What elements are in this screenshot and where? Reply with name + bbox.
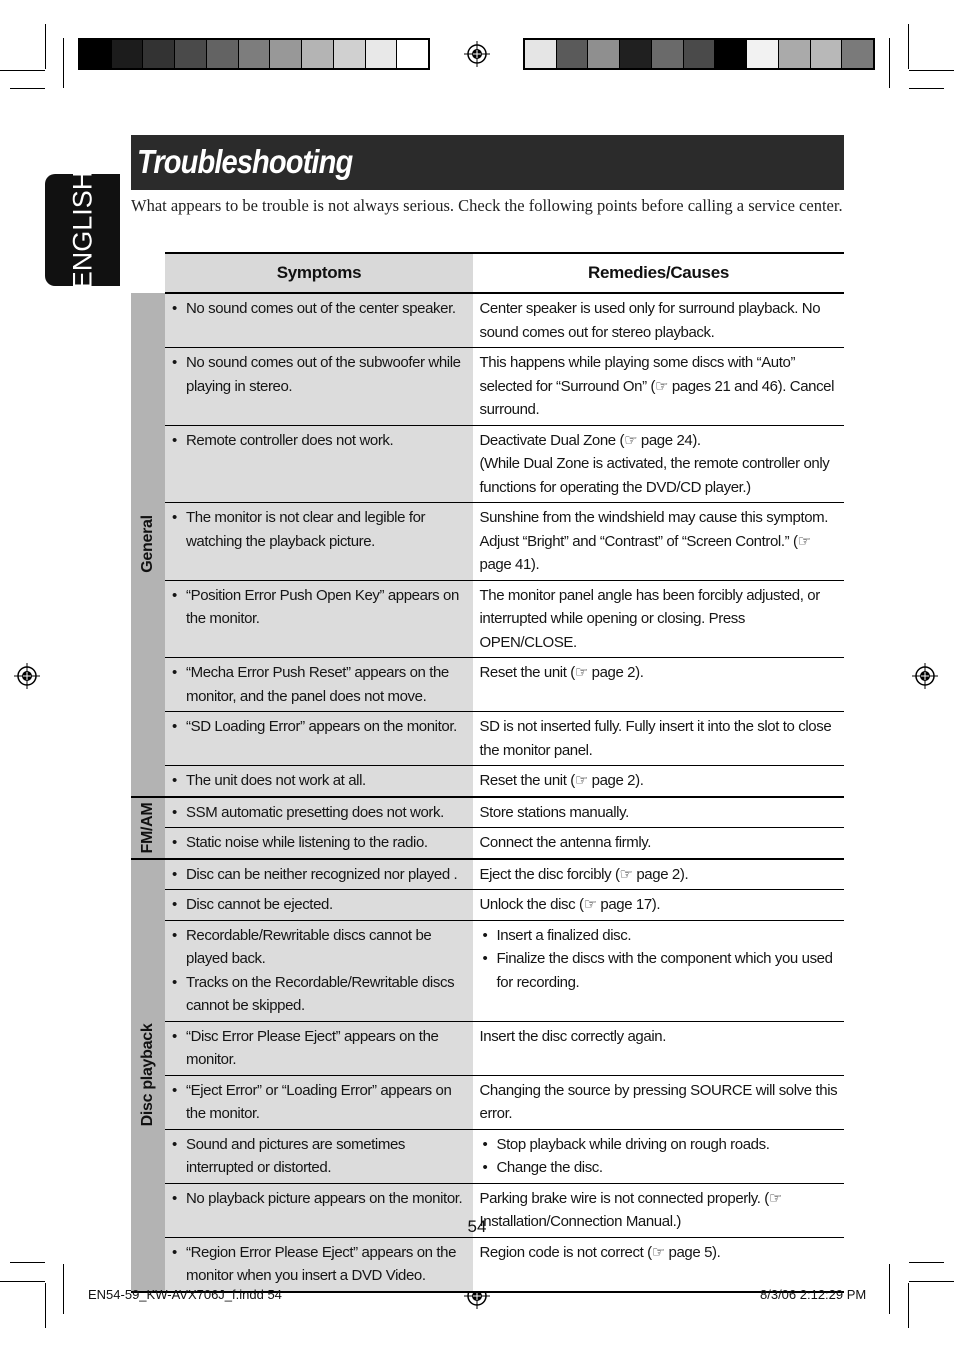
symptom-text: Disc can be neither recognized nor played . — [186, 865, 458, 883]
remedy-cell — [473, 1075, 844, 1129]
remedy-cell — [473, 293, 844, 348]
page-title: Troubleshooting — [137, 143, 353, 180]
symptom-text: No sound comes out of the center speaker. — [186, 300, 456, 317]
bullet-icon: • — [172, 1243, 177, 1261]
symptom-item — [169, 661, 467, 708]
remedy-text: Center speaker is used only for surround playback. No sound comes out for stereo playback. — [479, 300, 821, 341]
symptom-cell — [165, 859, 473, 890]
symptom-item — [169, 863, 467, 887]
remedy-text: Sunshine from the windshield may cause this symptom. Adjust “Bright” and “Contrast” of “Screen Control.” (☞ page 41). — [479, 509, 829, 573]
symptom-text: Disc cannot be ejected. — [186, 896, 333, 913]
remedy-text: Stop playback while driving on rough roads. — [496, 1135, 770, 1153]
remedy-cell — [473, 1237, 844, 1292]
registration-mark-icon — [912, 663, 938, 689]
bullet-icon: • — [172, 1027, 177, 1045]
remedy-item — [480, 1156, 839, 1180]
bullet-icon: • — [172, 803, 177, 821]
bullet-icon: • — [482, 1159, 488, 1176]
symptom-cell — [165, 890, 473, 921]
symptom-item — [169, 1187, 467, 1211]
symptom-cell — [165, 1129, 473, 1183]
table-row — [131, 425, 844, 503]
symptom-text: No sound comes out of the subwoofer while playing in stereo. — [186, 354, 461, 395]
category-cell — [131, 293, 165, 797]
bullet-icon: • — [172, 664, 177, 681]
bullet-icon: • — [482, 950, 488, 967]
remedy-text: Change the disc. — [496, 1159, 603, 1176]
remedy-cell — [473, 658, 844, 712]
remedy-text: Changing the source by pressing SOURCE will solve this error. — [479, 1081, 838, 1122]
remedy-cell — [473, 859, 844, 890]
bullet-icon: • — [172, 509, 177, 526]
table-row — [131, 890, 844, 921]
table-row — [131, 797, 844, 828]
language-label: ENGLISH — [67, 170, 97, 290]
category-label: Disc playback — [139, 1023, 156, 1127]
symptom-text: “Eject Error” or “Loading Error” appears on the monitor. — [186, 1081, 452, 1122]
remedy-text: Parking brake wire is not connected properly. (☞ Installation/Connection Manual.) — [479, 1189, 782, 1230]
symptom-text: “Region Error Please Eject” appears on the monitor when you insert a DVD Video. — [186, 1243, 457, 1284]
symptom-item — [169, 297, 467, 321]
table-row — [131, 920, 844, 1021]
table-row — [131, 828, 844, 859]
symptom-cell — [165, 658, 473, 712]
bullet-icon: • — [172, 586, 177, 604]
symptom-text: Static noise while listening to the radio. — [186, 834, 428, 851]
troubleshooting-table — [131, 252, 844, 1293]
remedy-cell — [473, 712, 844, 766]
remedy-cell — [473, 503, 844, 581]
remedy-cell — [473, 1021, 844, 1075]
remedy-cell — [473, 766, 844, 797]
symptom-item — [169, 1241, 467, 1288]
remedy-text: SD is not inserted fully. Fully insert it into the slot to close the monitor panel. — [479, 718, 832, 759]
symptom-text: The monitor is not clear and legible for watching the playback picture. — [186, 509, 426, 550]
remedy-text: Insert a finalized disc. — [496, 926, 632, 944]
symptom-cell — [165, 1021, 473, 1075]
symptom-cell — [165, 293, 473, 348]
remedy-text: The monitor panel angle has been forcibly adjusted, or interrupted while opening or closing. Press OPEN/CLOSE. — [479, 586, 820, 651]
print-timestamp: 8/3/06 2:12:29 PM — [760, 1287, 867, 1302]
remedy-item — [480, 947, 839, 994]
table-row — [131, 1129, 844, 1183]
symptom-item — [169, 1025, 467, 1072]
registration-mark-icon — [464, 41, 490, 67]
symptom-cell — [165, 503, 473, 581]
remedy-cell — [473, 828, 844, 859]
remedy-text: This happens while playing some discs with “Auto” selected for “Surround On” (☞ pages 21 and 46). Cancel surround. — [479, 354, 835, 418]
table-header-row — [131, 253, 844, 293]
remedy-text: Unlock the disc (☞ page 17). — [479, 896, 661, 913]
table-row — [131, 859, 844, 890]
bullet-icon: • — [172, 1135, 177, 1153]
symptom-cell — [165, 348, 473, 426]
symptom-cell — [165, 580, 473, 658]
remedy-text: Reset the unit (☞ page 2). — [479, 772, 644, 789]
table-row — [131, 712, 844, 766]
remedy-item — [480, 1133, 839, 1157]
category-label: FM/AM — [139, 802, 156, 853]
remedy-text: Deactivate Dual Zone (☞ page 24). (While Dual Zone is activated, the remote controller only functions for operating the DVD/CD player.) — [479, 431, 830, 496]
remedy-cell — [473, 580, 844, 658]
remedy-cell — [473, 920, 844, 1021]
remedy-cell — [473, 797, 844, 828]
language-tab — [45, 170, 120, 290]
file-info: EN54-59_KW-AVX706J_f.indd 54 — [88, 1287, 282, 1302]
table-row — [131, 580, 844, 658]
category-label: General — [139, 515, 156, 573]
symptom-item — [169, 971, 467, 1018]
remedy-text: Reset the unit (☞ page 2). — [479, 664, 644, 681]
symptom-item — [169, 1079, 467, 1126]
table-row — [131, 1021, 844, 1075]
remedy-item — [480, 924, 839, 948]
symptom-text: Tracks on the Recordable/Rewritable discs cannot be skipped. — [186, 973, 455, 1014]
symptom-text: “Position Error Push Open Key” appears on the monitor. — [186, 586, 459, 627]
remedy-cell — [473, 425, 844, 503]
symptom-cell — [165, 828, 473, 859]
intro-text: What appears to be trouble is not always serious. Check the following points before calling a service center. — [131, 196, 843, 215]
symptom-item — [169, 801, 467, 825]
column-header-symptoms: Symptoms — [165, 253, 473, 293]
bullet-icon: • — [172, 354, 177, 371]
table-row — [131, 766, 844, 797]
symptom-item — [169, 924, 467, 971]
symptom-text: Remote controller does not work. — [186, 431, 394, 449]
symptom-item — [169, 715, 467, 739]
symptom-cell — [165, 1237, 473, 1292]
table-row — [131, 658, 844, 712]
bullet-icon: • — [482, 926, 488, 944]
color-bar-left — [78, 38, 430, 70]
bullet-icon: • — [172, 1189, 177, 1207]
bullet-icon: • — [482, 1135, 488, 1153]
symptom-item — [169, 831, 467, 855]
bullet-icon: • — [172, 772, 177, 789]
symptom-item — [169, 769, 467, 793]
symptom-text: The unit does not work at all. — [186, 772, 366, 789]
symptom-cell — [165, 766, 473, 797]
bullet-icon: • — [172, 718, 177, 735]
symptom-cell — [165, 1075, 473, 1129]
table-row — [131, 1237, 844, 1292]
color-bar-right — [523, 38, 875, 70]
symptom-text: Recordable/Rewritable discs cannot be played back. — [186, 926, 432, 967]
symptom-item — [169, 506, 467, 553]
bullet-icon: • — [172, 431, 177, 449]
symptom-item — [169, 1133, 467, 1180]
remedy-text: Region code is not correct (☞ page 5). — [479, 1243, 721, 1261]
registration-mark-icon — [14, 663, 40, 689]
remedy-cell — [473, 890, 844, 921]
symptom-cell — [165, 425, 473, 503]
bullet-icon: • — [172, 896, 177, 913]
remedy-cell — [473, 1129, 844, 1183]
symptom-text: “Disc Error Please Eject” appears on the monitor. — [186, 1027, 439, 1068]
symptom-text: No playback picture appears on the monitor. — [186, 1189, 463, 1207]
column-header-remedies: Remedies/Causes — [473, 253, 844, 293]
table-row — [131, 293, 844, 348]
bullet-icon: • — [172, 1081, 177, 1099]
symptom-item — [169, 584, 467, 631]
remedy-text: Store stations manually. — [479, 803, 629, 821]
category-cell — [131, 797, 165, 859]
remedy-text: Insert the disc correctly again. — [479, 1027, 666, 1045]
remedy-text: Finalize the discs with the component which you used for recording. — [496, 950, 833, 991]
bullet-icon: • — [172, 973, 177, 991]
table-row — [131, 1075, 844, 1129]
table-header-blank — [131, 253, 165, 293]
symptom-item — [169, 893, 467, 917]
symptom-text: “SD Loading Error” appears on the monitor. — [186, 718, 457, 735]
symptom-item — [169, 351, 467, 398]
page-number: 54 — [467, 1217, 487, 1236]
bullet-icon: • — [172, 300, 177, 317]
title-bar — [131, 135, 844, 190]
symptom-cell — [165, 712, 473, 766]
bullet-icon: • — [172, 926, 177, 944]
remedy-text: Connect the antenna firmly. — [479, 834, 652, 851]
table-row — [131, 348, 844, 426]
symptom-cell — [165, 797, 473, 828]
symptom-item — [169, 429, 467, 453]
bullet-icon: • — [172, 834, 177, 851]
remedy-text: Eject the disc forcibly (☞ page 2). — [479, 865, 689, 883]
symptom-cell — [165, 920, 473, 1021]
symptom-text: SSM automatic presetting does not work. — [186, 803, 444, 821]
symptom-text: Sound and pictures are sometimes interrupted or distorted. — [186, 1135, 405, 1176]
bullet-icon: • — [172, 865, 177, 883]
table-row — [131, 503, 844, 581]
remedy-cell — [473, 348, 844, 426]
symptom-text: “Mecha Error Push Reset” appears on the monitor, and the panel does not move. — [186, 664, 449, 705]
